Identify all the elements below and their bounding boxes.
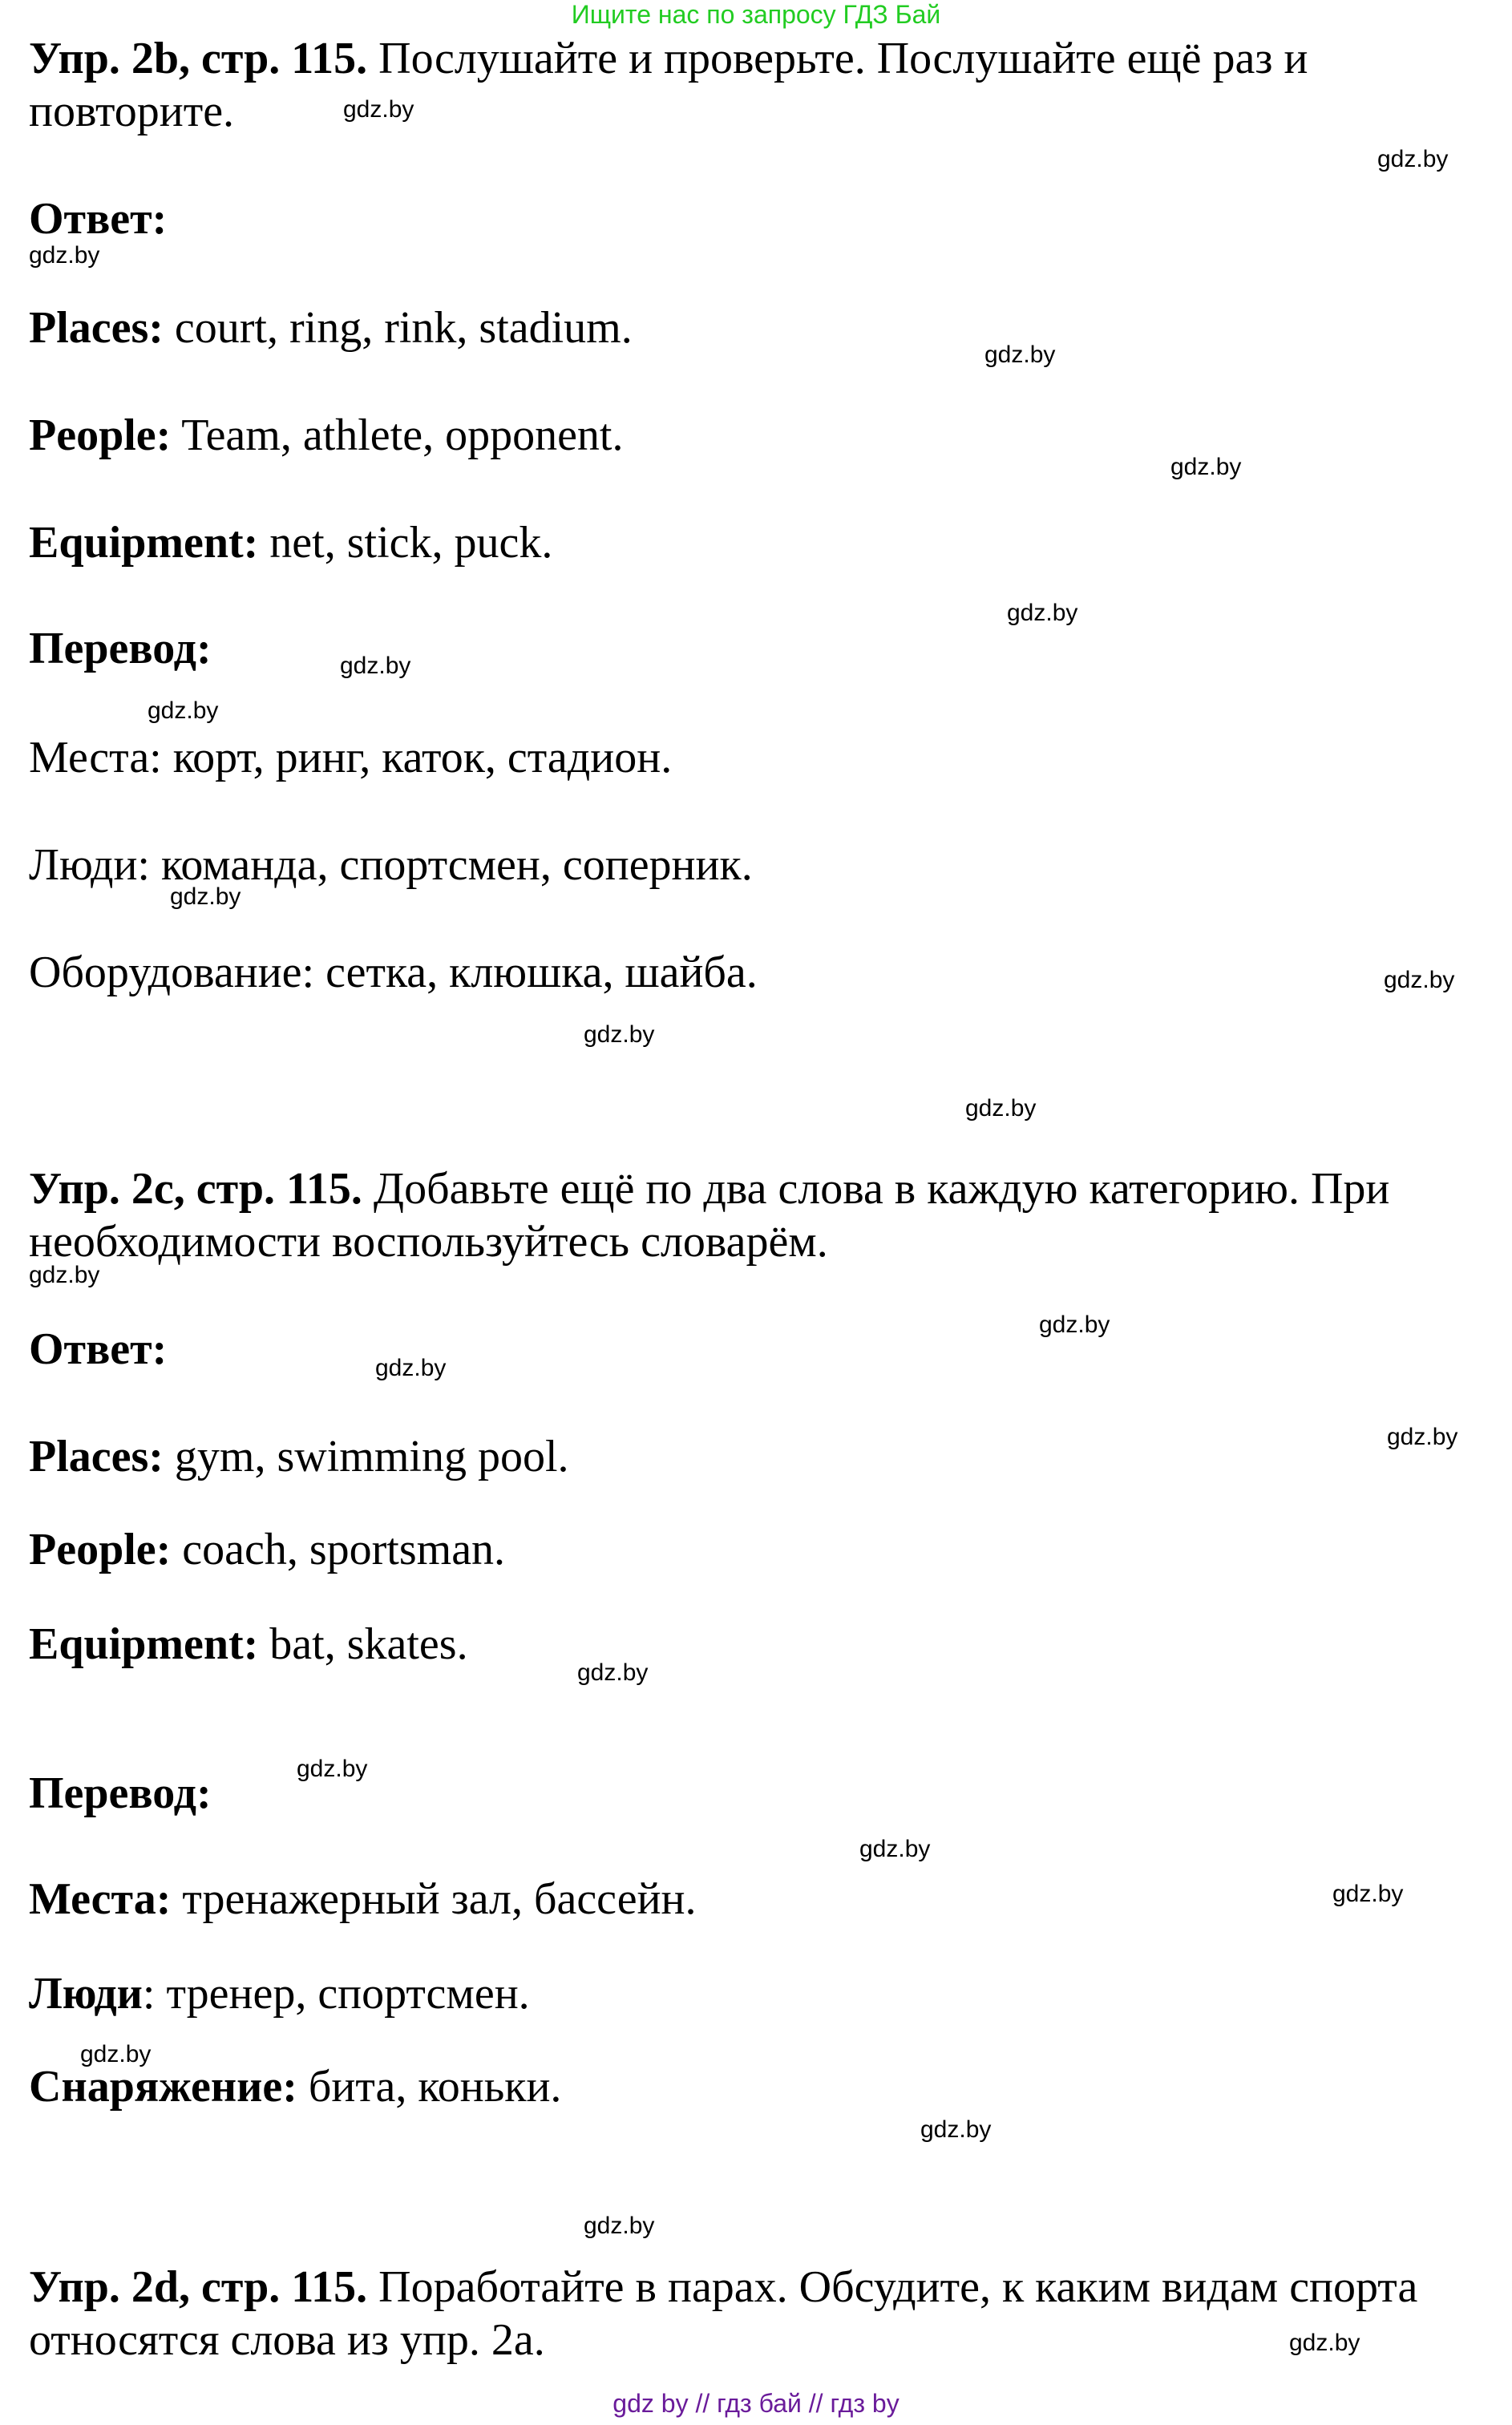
ex2c-heading-line1 — [29, 1162, 1493, 1215]
ex2b-tr-places: Места: корт, ринг, каток, стадион. — [29, 733, 673, 782]
watermark: gdz.by — [148, 697, 219, 724]
ex2c-heading-line2 — [29, 1215, 1493, 1268]
watermark: gdz.by — [920, 2116, 992, 2143]
ex2c-tr-places-text: тренажерный зал, бассейн. — [171, 1874, 697, 1924]
ex2c-people-text: coach, sportsman. — [171, 1525, 506, 1574]
ex2d-heading-line2 — [29, 2314, 1493, 2366]
ex2c-translation-label: Перевод: — [29, 1768, 212, 1818]
ex2b-places-text: court, ring, rink, stadium. — [163, 303, 633, 353]
watermark: gdz.by — [1289, 2330, 1360, 2356]
ex2c-people-label: People: — [29, 1525, 172, 1574]
watermark: gdz.by — [577, 1659, 649, 1686]
ex2b-tr-people: Люди: команда, спортсмен, соперник. — [29, 840, 753, 890]
ex2c-people — [29, 1523, 1493, 1576]
watermark: gdz.by — [375, 1355, 447, 1381]
watermark: gdz.by — [1387, 1424, 1458, 1450]
watermark: gdz.by — [1170, 454, 1242, 480]
ex2c-tr-people — [29, 1967, 1493, 2020]
ex2c-tr-people-label: Люди — [29, 1969, 143, 2019]
ex2c-equipment-text: bat, skates. — [258, 1619, 468, 1669]
watermark: gdz.by — [29, 242, 100, 269]
watermark: gdz.by — [297, 1756, 368, 1782]
watermark: gdz.by — [1039, 1312, 1110, 1338]
watermark: gdz.by — [340, 653, 411, 679]
watermark: gdz.by — [1384, 967, 1455, 993]
watermark: gdz.by — [584, 2213, 655, 2239]
ex2c-tr-equipment-label: Снаряжение: — [29, 2062, 297, 2112]
ex2c-tr-places — [29, 1873, 1493, 1926]
ex2b-translation-label: Перевод: — [29, 624, 212, 673]
watermark: gdz.by — [965, 1095, 1037, 1122]
ex2d-task-text-1: Поработайте в парах. Обсудите, к каким видам спорта — [367, 2262, 1418, 2312]
ex2b-answer-label: Ответ: — [29, 194, 168, 244]
watermark: gdz.by — [1332, 1881, 1404, 1907]
watermark: gdz.by — [1007, 600, 1078, 626]
ex2c-equipment — [29, 1618, 1493, 1671]
ex2b-heading-line2 — [29, 85, 1493, 138]
watermark: gdz.by — [343, 96, 414, 123]
ex2b-people — [29, 409, 1493, 462]
ex2b-equipment — [29, 516, 1493, 569]
ex2b-label: Упр. 2b, стр. 115. — [29, 34, 368, 83]
ex2b-people-text: Team, athlete, opponent. — [171, 410, 624, 460]
ex2c-tr-equipment — [29, 2060, 1493, 2113]
ex2b-equipment-text: net, stick, puck. — [258, 518, 553, 568]
bottom-footer: gdz by // гдз бай // гдз by — [612, 2389, 900, 2418]
ex2c-task-text-2: необходимости воспользуйтесь словарём. — [29, 1217, 828, 1267]
ex2c-tr-people-text: : тренер, спортсмен. — [142, 1969, 530, 2019]
top-banner: Ищите нас по запросу ГДЗ Бай — [571, 0, 941, 29]
ex2c-task-text-1: Добавьте ещё по два слова в каждую категорию. При — [362, 1164, 1390, 1214]
ex2c-places — [29, 1430, 1493, 1483]
ex2c-answer-label: Ответ: — [29, 1324, 168, 1374]
watermark: gdz.by — [1377, 146, 1449, 172]
ex2c-places-label: Places: — [29, 1432, 164, 1481]
ex2b-task-text-2: повторите. — [29, 87, 235, 136]
ex2c-tr-places-label: Места: — [29, 1874, 172, 1924]
ex2d-label: Упр. 2d, стр. 115. — [29, 2262, 368, 2312]
ex2b-heading-line1 — [29, 32, 1493, 85]
watermark: gdz.by — [984, 342, 1056, 368]
ex2b-task-text-1: Послушайте и проверьте. Послушайте ещё раз и — [367, 34, 1308, 83]
watermark: gdz.by — [80, 2041, 152, 2067]
ex2c-label: Упр. 2с, стр. 115. — [29, 1164, 362, 1214]
ex2c-equipment-label: Equipment: — [29, 1619, 259, 1669]
ex2c-places-text: gym, swimming pool. — [163, 1432, 569, 1481]
ex2b-people-label: People: — [29, 410, 172, 460]
ex2c-tr-equipment-text: бита, коньки. — [297, 2062, 562, 2112]
ex2b-tr-equipment: Оборудование: сетка, клюшка, шайба. — [29, 948, 758, 997]
watermark: gdz.by — [170, 883, 241, 910]
watermark: gdz.by — [29, 1262, 100, 1288]
watermark: gdz.by — [584, 1021, 655, 1048]
ex2d-task-text-2: относятся слова из упр. 2a. — [29, 2315, 545, 2365]
ex2b-places — [29, 301, 1493, 354]
ex2d-heading-line1 — [29, 2261, 1493, 2314]
watermark: gdz.by — [859, 1836, 931, 1862]
ex2b-equipment-label: Equipment: — [29, 518, 259, 568]
ex2b-places-label: Places: — [29, 303, 164, 353]
